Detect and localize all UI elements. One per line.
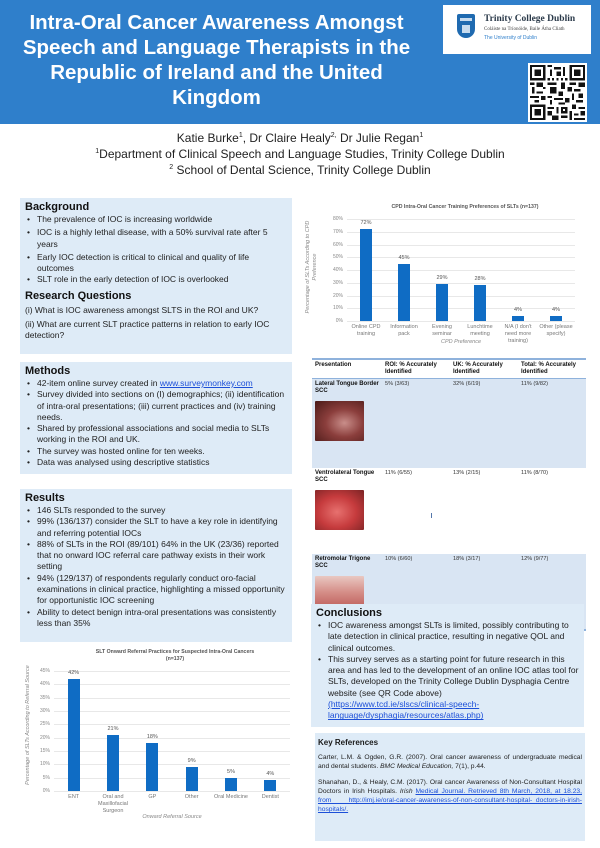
research-question: (ii) What are current SLT practice patterns in relation to early IOC detection? [25, 319, 270, 341]
list-item: • 99% (136/137) consider the SLT to have a key role in identifying and referring potential IOCs [25, 516, 287, 539]
presentation-accuracy-table [312, 358, 586, 631]
header-total: Total: % Accurately Identified [518, 359, 586, 379]
presentation-name: Ventrolateral Tongue SCC [315, 469, 375, 483]
presentation-name: Retromolar Trigone SCC [315, 555, 371, 569]
reference-journal: BMC Medical Education, [380, 763, 454, 771]
gridline [347, 245, 575, 246]
chart-plot-area [347, 219, 575, 321]
gridline [347, 270, 575, 271]
conclusions-list [316, 620, 579, 722]
y-tick-label: 15% [39, 748, 50, 754]
gridline [347, 232, 575, 233]
chart-bar [264, 780, 276, 791]
methods-section [20, 362, 292, 474]
x-category-label: N/A (I don't need more training) [504, 324, 532, 344]
qr-code-graphic [530, 65, 585, 120]
x-category-label: Lunchtime meeting [467, 324, 493, 337]
total-cell: 11% (8/70) [521, 469, 548, 476]
bar-value-label: 5% [227, 768, 235, 775]
y-tick-label: 0% [335, 318, 343, 324]
chart-x-axis-label: CPD Preference [440, 339, 482, 345]
methods-heading: Methods [25, 365, 71, 377]
x-category-label: Dentist [261, 794, 279, 800]
y-tick-label: 70% [332, 228, 343, 235]
list-item: • Ability to detect benign intra-oral presentations was consistently less than 35% [25, 607, 287, 630]
list-item: • The survey was hosted online for ten weeks. [25, 446, 287, 457]
reference-journal: Irish [399, 787, 416, 795]
research-questions [25, 290, 287, 342]
poster-header [0, 0, 600, 124]
chart-y-axis-label: Percentage of SLTs According to CPD Preference [305, 220, 318, 314]
bar-value-label: 29% [436, 275, 448, 282]
lateral-tongue-photo [315, 401, 364, 441]
affiliation-1 [0, 146, 600, 162]
chart-bar [512, 316, 524, 321]
gridline [347, 321, 575, 322]
header-uk: UK: % Accurately Identified [450, 359, 518, 379]
bar-value-label: 42% [68, 670, 80, 676]
x-category-label: GP [148, 794, 157, 800]
gridline [54, 791, 290, 792]
chart-bar [107, 735, 119, 791]
y-tick-label: 30% [332, 279, 343, 286]
bar-value-label: 21% [107, 726, 119, 732]
table-row [312, 379, 586, 468]
qr-code-icon[interactable] [528, 63, 587, 122]
presentation-name: Lateral Tongue Border SCC [315, 381, 379, 395]
methods-list [25, 378, 287, 468]
list-item-text: 42-item online survey created in [37, 378, 160, 388]
references-heading: Key References [318, 738, 379, 747]
list-item-text: This survey serves as a starting point for future research in this area and has led to the development of an online IOC atlas tool for SLTs, developed on the Trinity College Dublin Dysphagia Centre website (see QR Code above) [328, 653, 579, 698]
chart-title: CPD Intra-Oral Cancer Training Preferences of SLTs (n=137) [391, 204, 539, 210]
chart-bar [474, 285, 486, 321]
chart-y-axis-label: Percentage of SLTs According to Referral Source [25, 665, 31, 785]
logo-name: Trinity College Dublin [484, 14, 576, 24]
list-item: • Shared by professional associations and social media to SLTs working in the ROI and UK. [25, 423, 287, 446]
affiliation-2 [0, 162, 600, 178]
list-item: • Survey divided into sections on (I) demographics; (ii) identification of intra-oral presentations; (iii) current practices and (iv) training needs. [25, 389, 287, 423]
y-tick-label: 10% [332, 305, 343, 312]
gridline [54, 684, 290, 685]
y-tick-label: 20% [39, 734, 50, 741]
chart-bar [68, 679, 80, 791]
y-tick-label: 60% [332, 241, 343, 248]
x-category-label: Evening seminar [432, 324, 452, 337]
y-tick-label: 20% [332, 292, 343, 299]
results-section [20, 489, 292, 642]
chart-bar [398, 264, 410, 321]
roi-cell: 5% (3/63) [382, 379, 450, 468]
logo-subtitle: The University of Dublin [484, 35, 538, 41]
bar-value-label: 4% [514, 306, 522, 313]
conclusions-section [311, 604, 584, 727]
chart-x-axis-label: Onward Referral Source [142, 814, 202, 820]
chart-bar [225, 778, 237, 791]
y-tick-label: 35% [39, 694, 50, 701]
roi-cell: 10% (6/60) [382, 554, 450, 630]
author-line [0, 130, 600, 146]
x-category-label: Online CPD training [351, 324, 381, 337]
y-tick-label: 80% [332, 216, 343, 222]
author-sep: , [242, 131, 250, 145]
bar-value-label: 18% [146, 734, 158, 740]
author-affil-sup: 2, [330, 132, 337, 139]
header-presentation: Presentation [312, 359, 382, 379]
bar-value-label: 72% [360, 220, 372, 227]
gridline [54, 764, 290, 765]
author-affil-sup: 1 [419, 132, 424, 139]
research-question: (i) What is IOC awareness amongst SLTS in the ROI and UK? [25, 304, 259, 315]
list-item: • 146 SLTs responded to the survey [25, 505, 287, 516]
gridline [347, 296, 575, 297]
background-heading: Background [25, 201, 90, 213]
y-tick-label: 40% [39, 681, 50, 688]
onward-referral-chart [20, 645, 300, 825]
tcd-shield-icon [457, 14, 475, 38]
atlas-link[interactable]: (https://www.tcd.ie/slscs/clinical-speech-language/dysphagia/resources/atlas.php) [328, 699, 484, 721]
chart-plot-area [54, 671, 290, 791]
roi-cell: 11% (6/55) [385, 469, 412, 476]
surveymonkey-link[interactable]: www.surveymonkey.com [159, 378, 253, 388]
gridline [347, 283, 575, 284]
x-category-label: Information pack [390, 324, 418, 337]
list-item: • 94% (129/137) of respondents regularly conduct oro-facial examinations in clinical practice, highlighting a missed opportunity for opportunistic IOC screening [25, 573, 287, 607]
research-questions-heading: Research Questions [25, 289, 132, 302]
chart-bar [436, 284, 448, 321]
gridline [54, 671, 290, 672]
presentation-cell [312, 379, 382, 468]
list-item: • The prevalence of IOC is increasing worldwide [25, 214, 287, 225]
list-item: • Data was analysed using descriptive statistics [25, 457, 287, 468]
gridline [347, 219, 575, 220]
affil-text: School of Dental Science, Trinity College Dublin [176, 163, 431, 177]
chart-title [50, 649, 300, 662]
gridline [54, 724, 290, 725]
affil-sup: 1 [95, 148, 100, 155]
conclusions-heading: Conclusions [316, 607, 383, 619]
list-item: • Early IOC detection is critical to clinical and quality of life outcomes [25, 252, 287, 275]
affil-sup: 2 [169, 164, 174, 171]
bar-value-label: 4% [552, 306, 560, 313]
bar-value-label: 45% [398, 254, 410, 261]
chart-title-line: SLT Onward Referral Practices for Suspected Intra-Oral Cancers [95, 649, 255, 655]
uk-cell: 32% (6/19) [450, 379, 518, 468]
tcd-logo [443, 5, 591, 54]
affil-text: Department of Clinical Speech and Language Studies, Trinity College Dublin [99, 147, 505, 161]
chart-bar [186, 767, 198, 791]
uk-cell: 18% (3/17) [450, 554, 518, 630]
table-row [312, 468, 586, 554]
y-tick-label: 5% [42, 774, 50, 781]
y-tick-label: 30% [39, 708, 50, 714]
reference-2 [318, 778, 582, 815]
y-tick-label: 40% [332, 267, 343, 273]
author-name: Dr Julie Regan [339, 131, 420, 145]
logo-irish-name: Coláiste na Tríonóide, Baile Átha Cliath [484, 27, 565, 32]
list-item [25, 378, 287, 389]
list-item: • IOC is a highly lethal disease, with a 50% survival rate after 5 years [25, 227, 287, 250]
author-name: Katie Burke [176, 131, 239, 145]
presentation-cell [312, 468, 382, 554]
gridline [54, 698, 290, 699]
bar-value-label: 9% [187, 758, 196, 764]
author-affil-sup: 1 [238, 132, 243, 139]
results-list [25, 505, 287, 629]
y-tick-label: 10% [39, 761, 50, 768]
gridline [347, 257, 575, 258]
reference-tail: 7(1), p.44. [453, 763, 486, 771]
cpd-preferences-chart [305, 195, 595, 345]
y-tick-label: 50% [332, 254, 343, 261]
chart-bar [550, 316, 562, 321]
reference-link[interactable]: Medical Journal. Retrieved 8th March, 2018, at 18.23, from http://imj.ie/oral-cancer-awareness-of-non-consultant-hospital-_doctors-in-irish-hospitals/. [318, 787, 582, 814]
chart-bar [360, 229, 372, 321]
list-item: • 88% of SLTs in the ROI (89/101) 64% in the UK (23/36) reported that no onward IOC referral care pathway exists in their work setting [25, 539, 287, 573]
authors-block [0, 130, 600, 178]
references-section [315, 733, 585, 841]
gridline [54, 751, 290, 752]
gridline [54, 738, 290, 739]
y-tick-label: 45% [39, 668, 50, 674]
list-item: • SLT role in the early detection of IOC is overlooked [25, 274, 287, 285]
gridline [54, 778, 290, 779]
reference-text: Shanahan, D., & Healy, C.M. (2017). Oral cancer Awareness of Non-Consultant Hospital Doctors in Irish Hospitals. [318, 778, 582, 795]
y-tick-label: 25% [39, 721, 50, 728]
chart-bar [146, 743, 158, 791]
reference-1 [318, 753, 582, 772]
author-name: Dr Claire Healy [249, 131, 331, 145]
background-list [25, 214, 287, 286]
poster-title: Intra-Oral Cancer Awareness Amongst Speech and Language Therapists in the Republic of Ireland and the United Kingdom [22, 11, 411, 109]
table-header-row [312, 359, 586, 379]
bar-value-label: 4% [266, 771, 275, 778]
list-item [316, 654, 579, 722]
ventrolateral-tongue-photo [315, 490, 364, 530]
gridline [54, 711, 290, 712]
uk-cell: 13% (2/15) [453, 469, 481, 476]
background-section [20, 198, 292, 354]
x-category-label: ENT [68, 794, 80, 800]
y-tick-label: 0% [42, 788, 50, 794]
x-category-label: Oral and Maxillofacial Surgeon [98, 794, 128, 814]
results-heading: Results [25, 492, 65, 504]
x-category-label: Other [184, 794, 199, 800]
x-category-label: Oral Medicine [214, 794, 248, 800]
x-category-label: Other (please specify) [539, 324, 573, 337]
text-cursor-mark [431, 513, 432, 518]
bar-value-label: 28% [474, 276, 486, 283]
total-cell: 12% (9/77) [518, 554, 586, 630]
total-cell: 11% (9/82) [518, 379, 586, 468]
chart-title-line: (n=137) [165, 655, 185, 662]
reference-text: Carter, L.M. & Ogden, G.R. (2007). Oral cancer awareness of undergraduate medical and dental students. [318, 754, 582, 771]
header-roi: ROI: % Accurately Identified [382, 359, 450, 379]
list-item: • IOC awareness amongst SLTs is limited, possibly contributing to late detection in clinical practice, resulting in negative QOL and clinical outcomes. [316, 620, 579, 654]
